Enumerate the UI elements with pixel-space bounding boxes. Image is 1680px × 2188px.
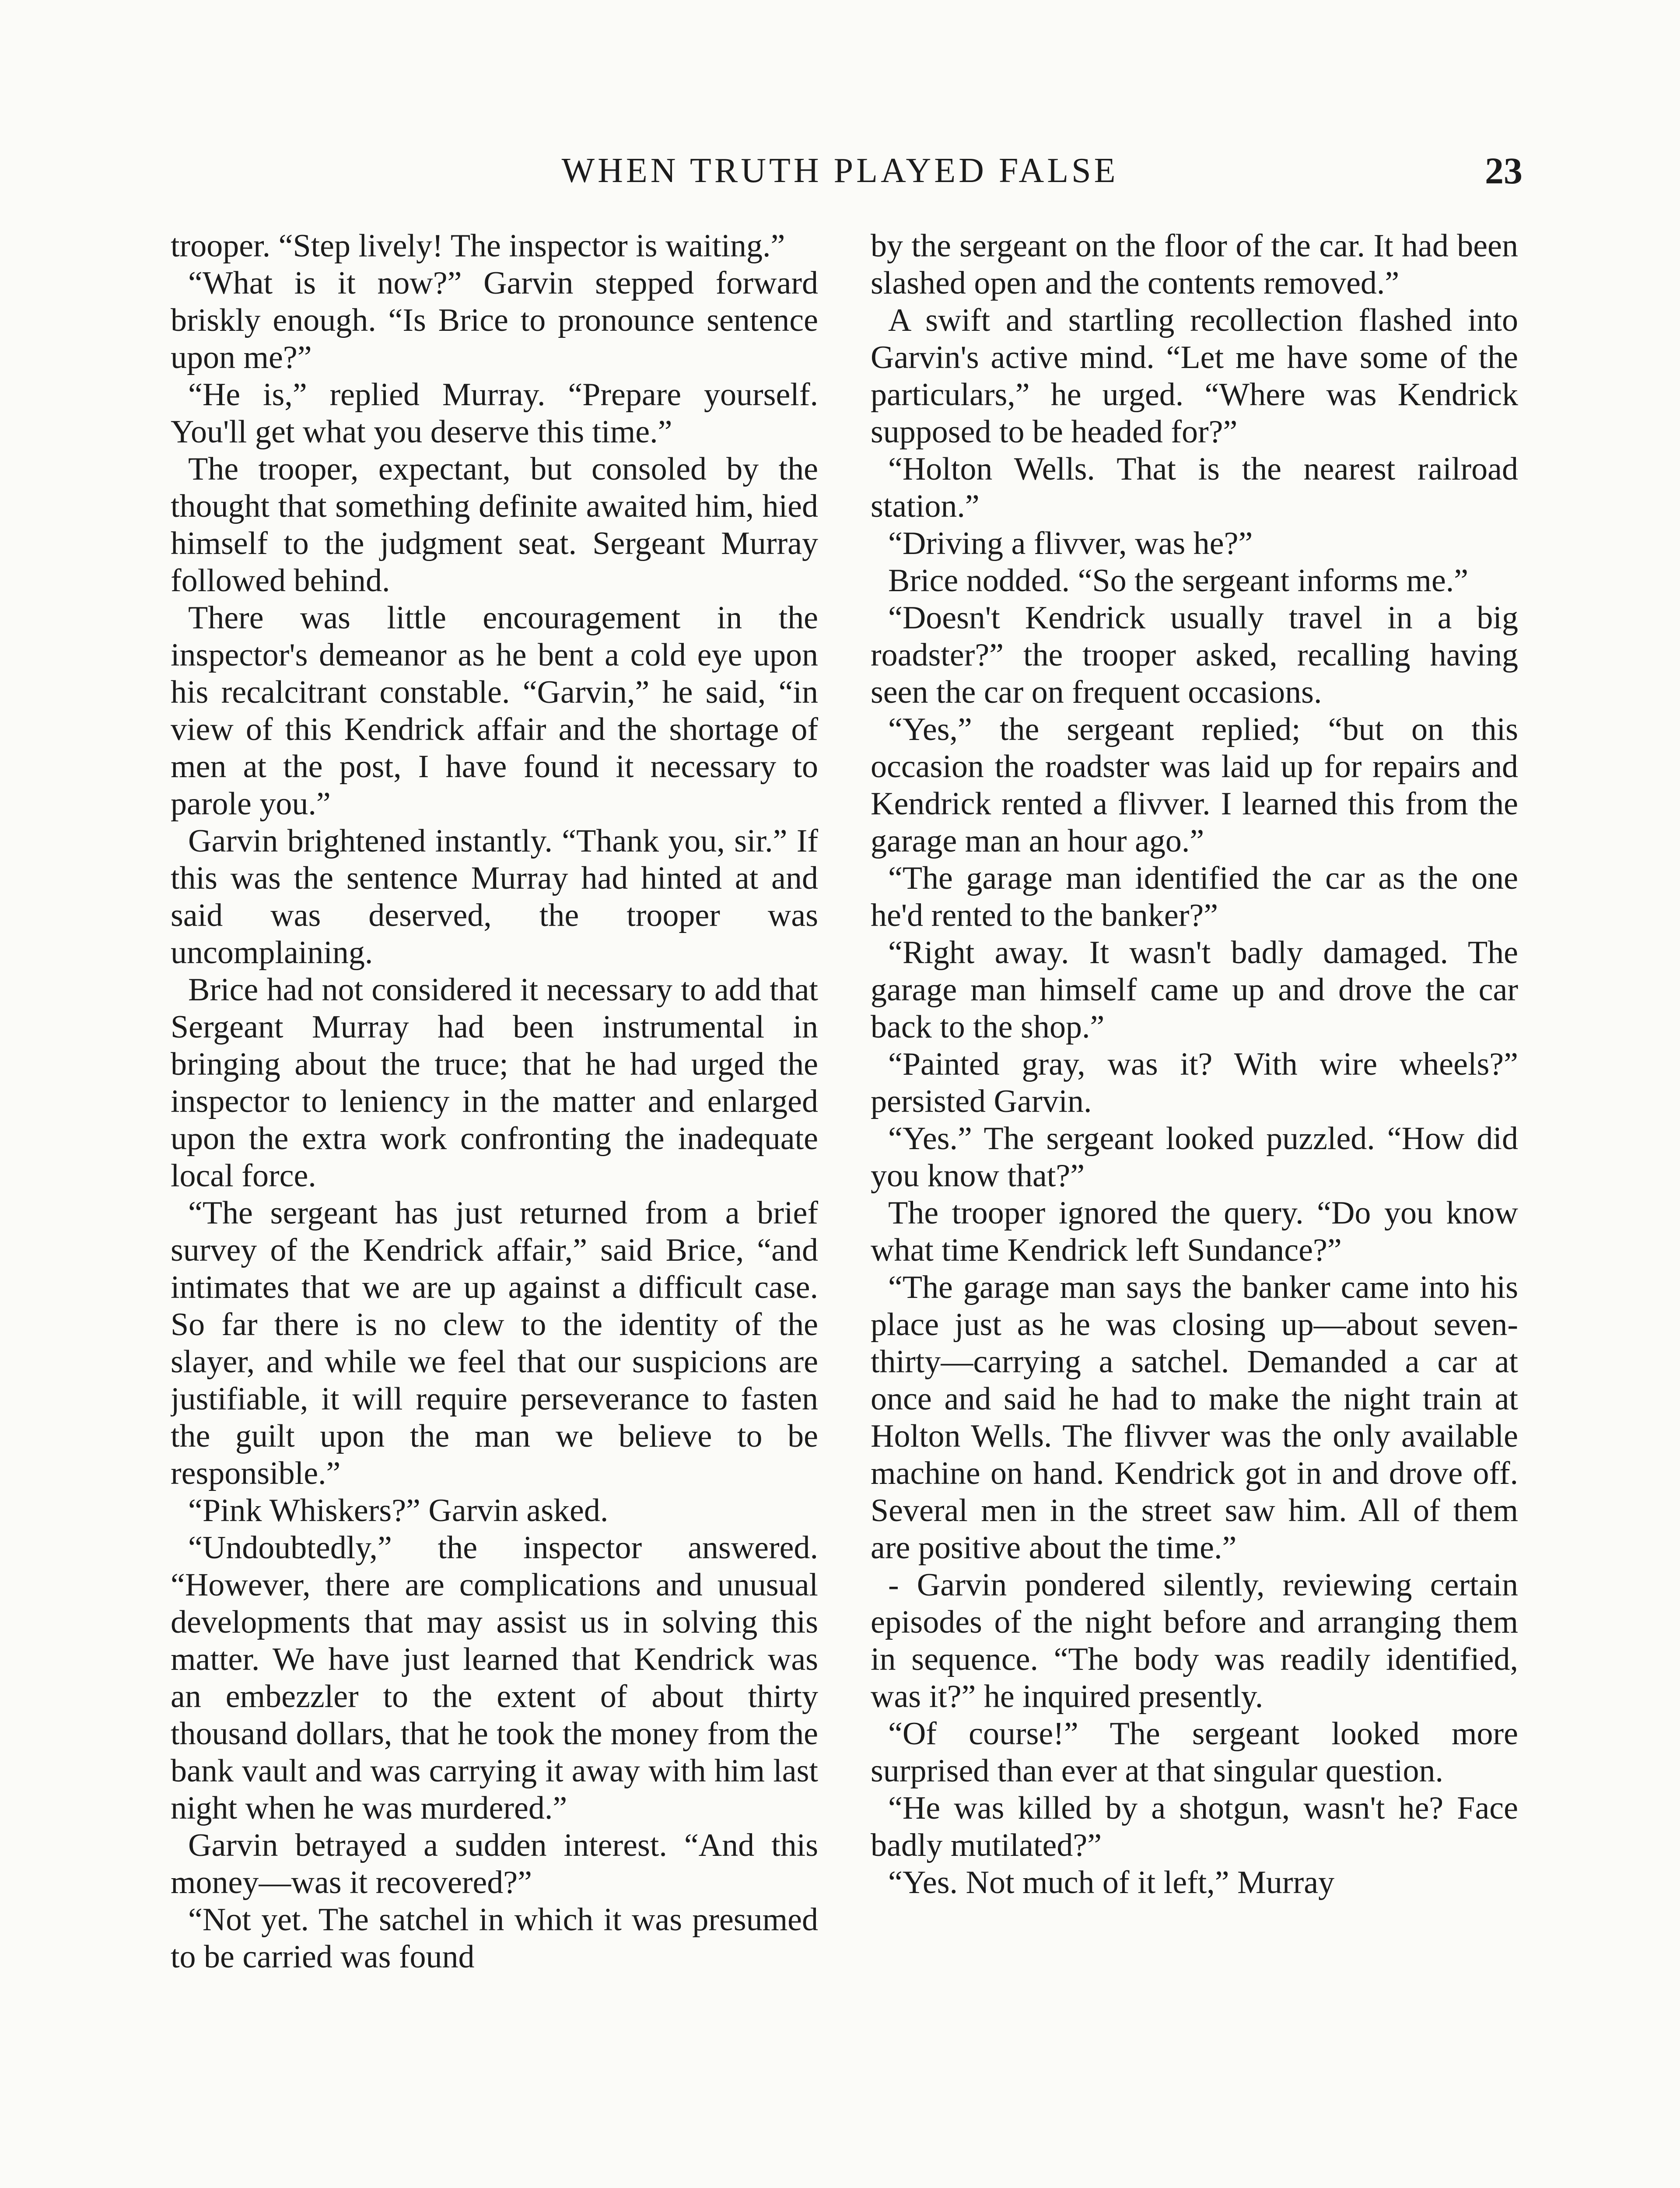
paragraph: “Yes.” The sergeant looked puzzled. “How did you know that?”	[871, 1121, 1518, 1194]
paragraph: trooper. “Step lively! The inspector is waiting.”	[171, 228, 785, 264]
paragraph: “He was killed by a shotgun, wasn't he? Face badly mutilated?”	[871, 1790, 1518, 1863]
paragraph: “Pink Whiskers?” Garvin asked.	[188, 1493, 609, 1529]
page-number: 23	[1485, 150, 1522, 192]
paragraph: Garvin brightened instantly. “Thank you, sir.” If this was the sentence Murray had hinted at and said was deserved, the trooper was uncomplaining.	[171, 823, 818, 971]
paragraph: “What is it now?” Garvin stepped forward briskly enough. “Is Brice to pronounce sentence upon me?”	[171, 265, 818, 375]
paragraph: “Doesn't Kendrick usually travel in a big roadster?” the trooper asked, recalling having seen the car on frequent occasions.	[871, 600, 1518, 710]
paragraph: “Of course!” The sergeant looked more surprised than ever at that singular question.	[871, 1716, 1518, 1789]
paragraph: “Driving a flivver, was he?”	[888, 526, 1253, 561]
paragraph: “The garage man identified the car as the one he'd rented to the banker?”	[871, 860, 1518, 933]
paragraph: “Right away. It wasn't badly damaged. The garage man himself came up and drove the car back to the shop.”	[871, 935, 1518, 1045]
paragraph: - Garvin pondered silently, reviewing certain episodes of the night before and arranging them in sequence. “The body was readily identified, was it?” he inquired presently.	[871, 1567, 1518, 1715]
paragraph: There was little encouragement in the inspector's demeanor as he bent a cold eye upon his recalcitrant constable. “Garvin,” he said, “in view of this Kendrick affair and the shortage of men at the post, I have found it necessary to parole you.”	[171, 600, 818, 822]
paragraph: “Yes,” the sergeant replied; “but on this occasion the roadster was laid up for repairs and Kendrick rented a flivver. I learned this from the garage man an hour ago.”	[871, 712, 1518, 859]
paragraph: “The sergeant has just returned from a brief survey of the Kendrick affair,” said Brice, “and intimates that we are up against a difficult case. So far there is no clew to the identity of the slayer, and while we feel that our suspicions are justifiable, it will require perseverance to fasten the guilt upon the man we believe to be responsible.”	[171, 1195, 818, 1491]
paragraph: Brice had not considered it necessary to add that Sergeant Murray had been instrumental in bringing about the truce; that he had urged the inspector to leniency in the matter and enlarged upon the extra work confronting the inadequate local force.	[171, 972, 818, 1194]
paragraph: “Not yet. The satchel in which it was presumed to be carried was found	[171, 1902, 818, 1975]
paragraph: The trooper, expectant, but consoled by the thought that something definite awaited him, hied himself to the judgment seat. Sergeant Murray followed behind.	[171, 451, 818, 599]
paragraph: The trooper ignored the query. “Do you know what time Kendrick left Sundance?”	[871, 1195, 1518, 1268]
right-column	[871, 228, 1518, 2188]
paragraph: Brice nodded. “So the sergeant informs me.”	[888, 563, 1469, 599]
running-title: WHEN TRUTH PLAYED FALSE	[561, 151, 1119, 190]
paragraph: “Painted gray, was it? With wire wheels?” persisted Garvin.	[871, 1046, 1518, 1119]
page-header	[0, 144, 1680, 197]
paragraph: Garvin betrayed a sudden interest. “And this money—was it recovered?”	[171, 1827, 818, 1900]
paragraph: “Undoubtedly,” the inspector answered. “However, there are complications and unusual developments that may assist us in solving this matter. We have just learned that Kendrick was an embezzler to the extent of about thirty thousand dollars, that he took the money from the bank vault and was carrying it away with him last night when he was murdered.”	[171, 1530, 818, 1826]
paragraph: A swift and startling recollection flashed into Garvin's active mind. “Let me have some of the particulars,” he urged. “Where was Kendrick supposed to be headed for?”	[871, 302, 1518, 450]
paragraph: by the sergeant on the floor of the car. It had been slashed open and the contents removed.”	[871, 228, 1518, 301]
paragraph: “Holton Wells. That is the nearest railroad station.”	[871, 451, 1518, 524]
paragraph: “Yes. Not much of it left,” Murray	[888, 1865, 1335, 1900]
left-column	[171, 228, 818, 2188]
paragraph: “He is,” replied Murray. “Prepare yourself. You'll get what you deserve this time.”	[171, 377, 818, 450]
paragraph: “The garage man says the banker came into his place just as he was closing up—about seven-thirty—carrying a satchel. Demanded a car at once and said he had to make the night train at Holton Wells. The flivver was the only available machine on hand. Kendrick got in and drove off. Several men in the street saw him. All of them are positive about the time.”	[871, 1269, 1518, 1566]
